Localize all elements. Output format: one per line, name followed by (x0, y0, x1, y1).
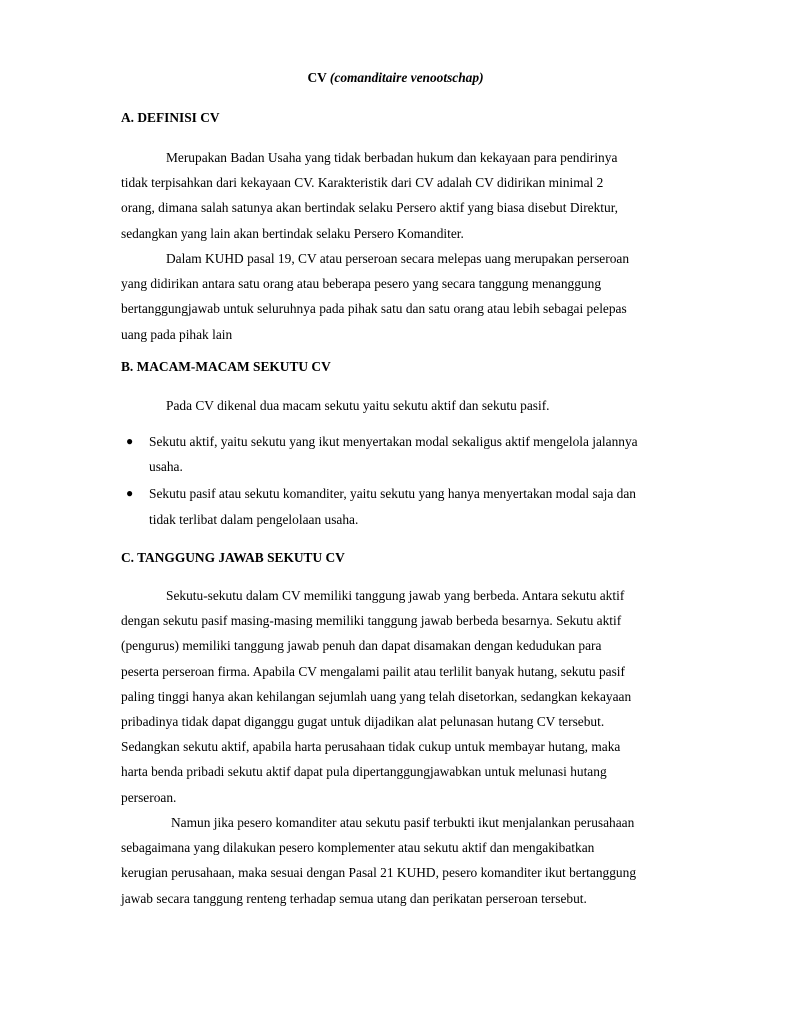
bullet-icon: ● (126, 486, 134, 501)
section-a-paragraph-2 (121, 246, 686, 347)
section-a-paragraph-1 (121, 145, 686, 246)
paragraph-line: sedangkan yang lain akan bertindak selaku Persero Komanditer. (121, 225, 464, 241)
section-b-intro (121, 393, 686, 418)
paragraph-line: pribadinya tidak dapat diganggu gugat untuk dijadikan alat pelunasan hutang CV tersebut. (121, 713, 605, 729)
section-b-heading: B. MACAM-MACAM SEKUTU CV (121, 359, 331, 374)
paragraph-line: peserta perseroan firma. Apabila CV mengalami pailit atau terlilit banyak hutang, sekutu pasif (121, 663, 625, 679)
paragraph-line: bertanggungjawab untuk seluruhnya pada pihak satu dan satu orang atau lebih sebagai pelepas (121, 301, 627, 317)
paragraph-line: (pengurus) memiliki tanggung jawab penuh dan dapat disamakan dengan kedudukan para (121, 638, 602, 654)
section-c-heading: C. TANGGUNG JAWAB SEKUTU CV (121, 550, 345, 565)
list-item (121, 429, 686, 479)
paragraph-line: orang, dimana salah satunya akan bertindak selaku Persero aktif yang biasa disebut Direktur, (121, 200, 618, 216)
paragraph-line: uang pada pihak lain (121, 326, 233, 342)
paragraph-line: Sekutu-sekutu dalam CV memiliki tanggung jawab yang berbeda. Antara sekutu aktif (166, 588, 625, 603)
list-item (121, 481, 686, 531)
bullet-icon: ● (126, 434, 134, 448)
paragraph-line: jawab secara tanggung renteng terhadap semua utang dan perikatan perseroan tersebut. (121, 890, 587, 906)
paragraph-line: paling tinggi hanya akan kehilangan sejumlah uang yang telah disetorkan, sedangkan kekayaan (121, 688, 632, 704)
list-item-line: tidak terlibat dalam pengelolaan usaha. (149, 511, 359, 527)
sekutu-bullet-list (121, 429, 686, 534)
paragraph-line: yang didirikan antara satu orang atau beberapa pesero yang secara tanggung menanggung (121, 276, 602, 292)
list-item-line: Sekutu aktif, yaitu sekutu yang ikut menyertakan modal sekaligus aktif mengelola jalannya (149, 434, 638, 449)
document-title (0, 70, 791, 86)
paragraph-line: dengan sekutu pasif masing-masing memiliki tanggung jawab berbeda besarnya. Sekutu aktif (121, 613, 622, 629)
paragraph-line: harta benda pribadi sekutu aktif dapat pula dipertanggungjawabkan untuk melunasi hutang (121, 764, 607, 780)
paragraph-line: perseroan. (121, 789, 177, 805)
paragraph-line: Merupakan Badan Usaha yang tidak berbadan hukum dan kekayaan para pendirinya (166, 150, 618, 165)
paragraph-line: sebagaimana yang dilakukan pesero komplementer atau sekutu aktif dan mengakibatkan (121, 840, 595, 856)
paragraph-line: Namun jika pesero komanditer atau sekutu pasif terbukti ikut menjalankan perusahaan (171, 815, 635, 830)
section-c-paragraph-1 (121, 583, 686, 810)
paragraph-line: Sedangkan sekutu aktif, apabila harta perusahaan tidak cukup untuk membayar hutang, maka (121, 739, 621, 755)
paragraph-line: tidak terpisahkan dari kekayaan CV. Karakteristik dari CV adalah CV didirikan minimal 2 (121, 175, 604, 191)
section-a-heading: A. DEFINISI CV (121, 110, 220, 125)
title-italic: (comanditaire venootschap) (329, 70, 484, 85)
paragraph-line: Pada CV dikenal dua macam sekutu yaitu sekutu aktif dan sekutu pasif. (166, 398, 550, 413)
section-c-paragraph-2 (121, 810, 686, 911)
paragraph-line: kerugian perusahaan, maka sesuai dengan Pasal 21 KUHD, pesero komanditer ikut bertanggung (121, 865, 637, 881)
paragraph-line: Dalam KUHD pasal 19, CV atau perseroan secara melepas uang merupakan perseroan (166, 251, 630, 266)
title-main: CV (307, 70, 327, 85)
list-item-line: usaha. (149, 459, 183, 475)
list-item-line: Sekutu pasif atau sekutu komanditer, yaitu sekutu yang hanya menyertakan modal saja dan (149, 486, 636, 502)
